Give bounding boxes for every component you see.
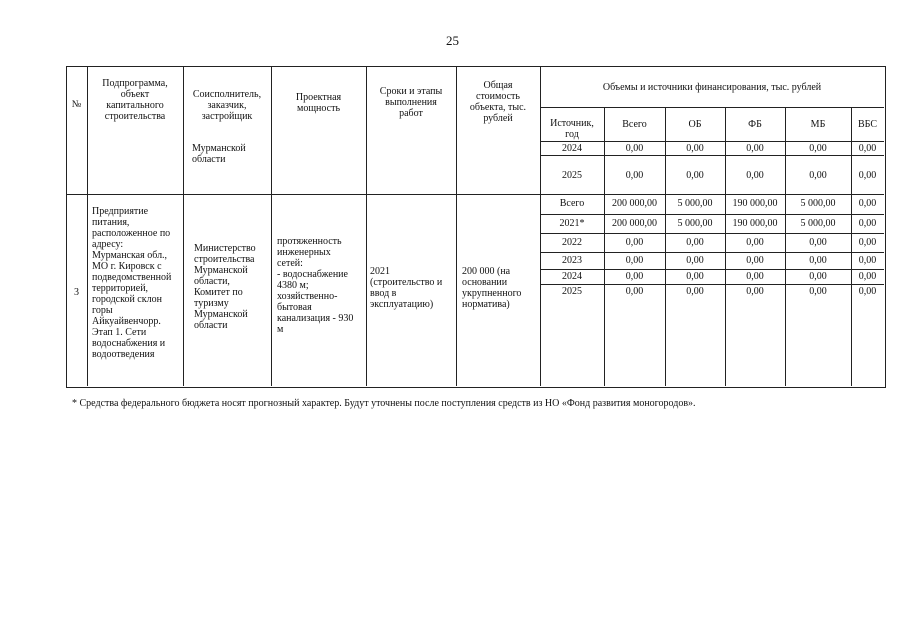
- cell-vbs: 0,00: [858, 198, 877, 209]
- item-coexecutor: области: [194, 320, 228, 331]
- header-terms: Сроки и этапы: [379, 86, 443, 97]
- grid-line-h-subheader: [540, 141, 884, 142]
- item-coexecutor: области,: [194, 276, 230, 287]
- cell-fb: 0,00: [746, 286, 764, 297]
- cell-fb: 0,00: [746, 237, 764, 248]
- grid-line-h: [540, 155, 884, 156]
- cell-year: 2023: [562, 255, 582, 266]
- header-cost: рублей: [483, 113, 513, 124]
- item-cost: 200 000 (на: [462, 266, 511, 277]
- cell-vbs: 0,00: [858, 271, 877, 282]
- item-cost: основании: [462, 277, 508, 288]
- item-capacity: инженерных: [277, 247, 331, 258]
- cell-total: 0,00: [625, 170, 644, 181]
- header-fb: ФБ: [748, 119, 762, 130]
- item-capacity: 4380 м;: [277, 280, 309, 291]
- cell-total: 0,00: [625, 271, 644, 282]
- item-subprogram: подведомственной: [92, 272, 172, 283]
- item-subprogram: МО г. Кировск с: [92, 261, 162, 272]
- cell-vbs: 0,00: [858, 218, 877, 229]
- header-source: Источник,: [550, 118, 594, 129]
- cell-mb: 0,00: [809, 237, 827, 248]
- coexecutor-tail: области: [192, 154, 226, 165]
- item-subprogram: Предприятие: [92, 206, 149, 217]
- cell-year: 2025: [562, 286, 582, 297]
- item-terms: 2021: [370, 266, 390, 277]
- item-coexecutor: Мурманской: [194, 309, 248, 320]
- header-terms: выполнения: [385, 97, 437, 108]
- cell-vbs: 0,00: [858, 255, 877, 266]
- cell-ob: 0,00: [686, 143, 704, 154]
- item-number: 3: [74, 287, 79, 298]
- item-coexecutor: Комитет по: [194, 287, 243, 298]
- cell-total: 0,00: [625, 255, 644, 266]
- header-cost: стоимость: [476, 91, 520, 102]
- item-coexecutor: Мурманской: [194, 265, 248, 276]
- item-terms: эксплуатацию): [370, 299, 434, 310]
- header-subprogram: объект: [120, 89, 150, 100]
- cell-vbs: 0,00: [858, 237, 877, 248]
- cell-year: 2022: [562, 237, 582, 248]
- item-subprogram: расположенное по: [92, 228, 171, 239]
- cell-mb: 0,00: [809, 255, 827, 266]
- cell-total: 0,00: [625, 237, 644, 248]
- grid-line-h-block-sep: [66, 194, 884, 195]
- grid-line-h: [540, 233, 884, 234]
- item-cost: норматива): [462, 299, 510, 310]
- header-subprogram: капитального: [106, 100, 164, 111]
- header-subprogram: строительства: [104, 111, 166, 122]
- item-subprogram: Айкуайвенчорр.: [92, 316, 161, 327]
- grid-line-h: [540, 214, 884, 215]
- cell-ob: 5 000,00: [677, 218, 713, 229]
- cell-fb: 0,00: [746, 271, 764, 282]
- cell-fb: 190 000,00: [732, 198, 778, 209]
- cell-total: 0,00: [625, 286, 644, 297]
- header-ob: ОБ: [688, 119, 702, 130]
- header-coexecutor: застройщик: [201, 111, 253, 122]
- item-coexecutor: туризму: [194, 298, 229, 309]
- item-subprogram: водоснабжения и: [92, 338, 166, 349]
- item-subprogram: водоотведения: [92, 349, 155, 360]
- page-number: 25: [446, 33, 459, 48]
- cell-year: 2024: [562, 271, 582, 282]
- cell-year: 2024: [562, 143, 582, 154]
- header-terms: работ: [399, 108, 423, 119]
- header-mb: МБ: [810, 119, 826, 130]
- item-cost: укрупненного: [462, 288, 522, 299]
- grid-line-h: [540, 269, 884, 270]
- header-cost: объекта, тыс.: [469, 102, 527, 113]
- cell-vbs: 0,00: [858, 286, 877, 297]
- item-terms: ввод в: [370, 288, 397, 299]
- item-capacity: канализация - 930: [277, 313, 354, 324]
- cell-mb: 0,00: [809, 143, 827, 154]
- coexecutor-tail: Мурманской: [192, 143, 246, 154]
- item-terms: (строительство и: [370, 277, 443, 288]
- cell-ob: 0,00: [686, 271, 704, 282]
- cell-vbs: 0,00: [858, 170, 877, 181]
- cell-total: 200 000,00: [612, 198, 657, 209]
- cell-year: 2025: [562, 170, 582, 181]
- item-subprogram: питания,: [92, 217, 130, 228]
- item-capacity: сетей:: [277, 258, 303, 269]
- header-financing-title: Объемы и источники финансирования, тыс. рублей: [602, 82, 822, 93]
- cell-ob: 0,00: [686, 255, 704, 266]
- cell-mb: 0,00: [809, 286, 827, 297]
- item-capacity: м: [277, 324, 284, 335]
- cell-fb: 0,00: [746, 255, 764, 266]
- item-subprogram: горы: [92, 305, 113, 316]
- item-capacity: протяженность: [277, 236, 342, 247]
- item-capacity: бытовая: [277, 302, 312, 313]
- item-subprogram: городской склон: [92, 294, 162, 305]
- cell-mb: 5 000,00: [800, 198, 836, 209]
- cell-fb: 0,00: [746, 143, 764, 154]
- item-capacity: хозяйственно-: [277, 291, 338, 302]
- header-coexecutor: заказчик,: [207, 100, 247, 111]
- grid-line-h-fin-header: [540, 107, 884, 108]
- header-total: Всего: [622, 119, 647, 130]
- cell-fb: 190 000,00: [732, 218, 778, 229]
- cell-year: 2021*: [559, 218, 585, 229]
- header-capacity: мощность: [297, 103, 340, 114]
- item-coexecutor: строительства: [194, 254, 255, 265]
- item-coexecutor: Министерство: [194, 243, 256, 254]
- item-subprogram: территорией,: [92, 283, 149, 294]
- cell-ob: 0,00: [686, 170, 704, 181]
- header-capacity: Проектная: [295, 92, 342, 103]
- cell-mb: 5 000,00: [800, 218, 836, 229]
- cell-ob: 0,00: [686, 286, 704, 297]
- header-no: №: [71, 99, 82, 110]
- header-cost: Общая: [483, 80, 513, 91]
- header-vbs: ВБС: [857, 119, 877, 130]
- cell-total: 0,00: [625, 143, 644, 154]
- cell-fb: 0,00: [746, 170, 764, 181]
- header-coexecutor: Соисполнитель,: [192, 89, 262, 100]
- grid-line-h: [540, 284, 884, 285]
- item-subprogram: Этап 1. Сети: [92, 327, 147, 338]
- cell-mb: 0,00: [809, 271, 827, 282]
- item-subprogram: Мурманская обл.,: [92, 250, 168, 261]
- cell-total: 200 000,00: [612, 218, 657, 229]
- cell-ob: 0,00: [686, 237, 704, 248]
- footnote: * Средства федерального бюджета носят прогнозный характер. Будут уточнены после поступления средств из НО «Фонд развития моногородов».: [72, 398, 696, 409]
- cell-vbs: 0,00: [858, 143, 877, 154]
- item-capacity: - водоснабжение: [277, 269, 348, 280]
- header-source: год: [565, 129, 579, 140]
- grid-line-v: [271, 66, 272, 386]
- cell-year: Всего: [559, 198, 585, 209]
- cell-mb: 0,00: [809, 170, 827, 181]
- cell-ob: 5 000,00: [677, 198, 713, 209]
- item-subprogram: адресу:: [92, 239, 124, 250]
- header-subprogram: Подпрограмма,: [102, 78, 168, 89]
- grid-line-h: [540, 252, 884, 253]
